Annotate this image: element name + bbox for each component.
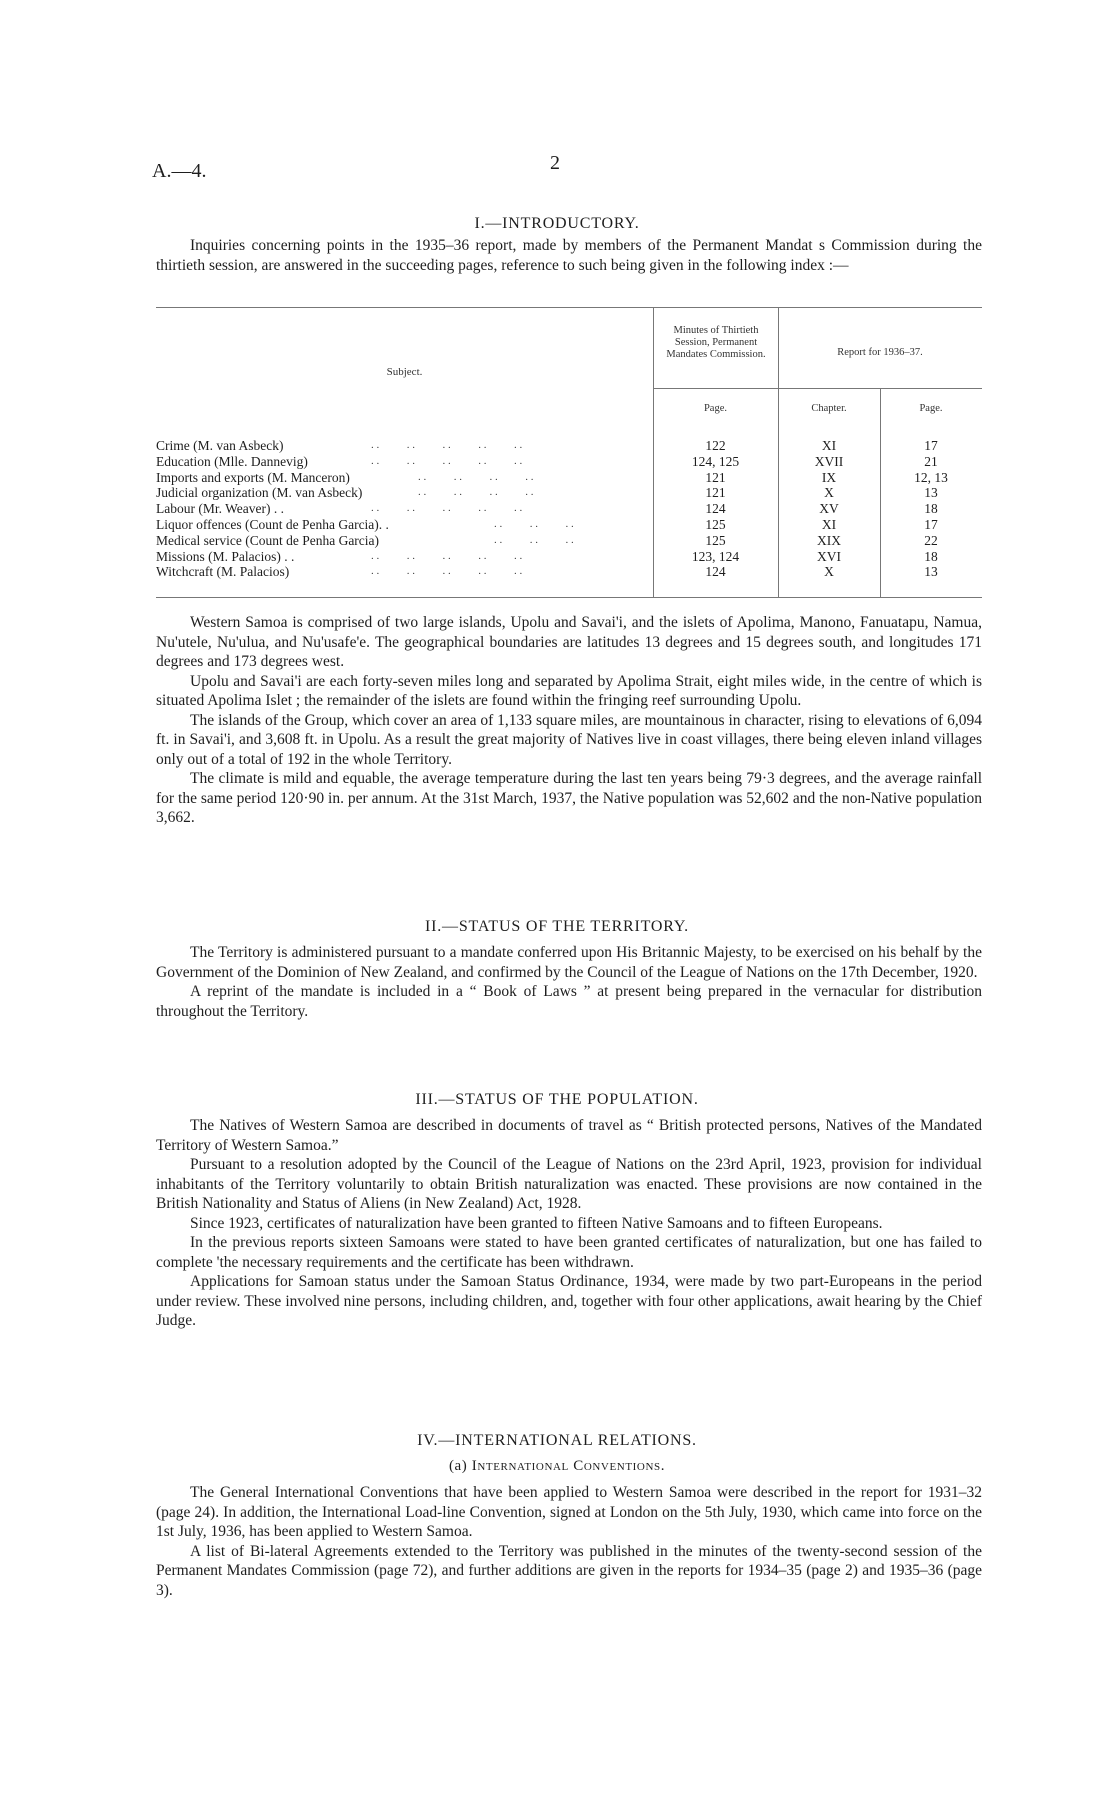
subject-column	[156, 438, 656, 580]
paragraph: Applications for Samoan status under the Samoan Status Ordinance, 1934, were made by two part-Europeans in the period under review. These involved nine persons, including children, and, together with four other applications, await hearing by the Chief Judge.	[156, 1273, 982, 1329]
minutes-page-cell: 122	[705, 438, 726, 453]
subject-cell: Judicial organization (M. van Asbeck)	[156, 485, 363, 501]
international-body	[156, 1483, 982, 1600]
report-page-cell: 21	[924, 453, 938, 469]
chapter-cell: XI	[821, 438, 837, 453]
header-underline	[653, 388, 982, 389]
leader-dots: . . . . . . . . . .	[371, 565, 523, 578]
minutes-page-column	[653, 438, 778, 580]
status-population-body	[156, 1116, 982, 1331]
paragraph: Since 1923, certificates of naturalization have been granted to fifteen Native Samoans and to fifteen Europeans.	[190, 1214, 883, 1232]
subject-cell: Witchcraft (M. Palacios)	[156, 564, 290, 580]
paragraph: Inquiries concerning points in the 1935–36 report, made by members of the Permanent Mandat s Commission during the thirtieth session, are answered in the succeeding pages, reference to such being given in the following index :—	[156, 237, 982, 274]
section-heading-status-population: III.—STATUS OF THE POPULATION.	[415, 1091, 699, 1108]
paragraph: The Territory is administered pursuant to a mandate conferred upon His Britannic Majesty, to be exercised on his behalf by the Government of the Dominion of New Zealand, and confirmed by the Council of the League of Nations on the 17th December, 1920.	[156, 944, 982, 981]
report-page-header: Page.	[919, 403, 943, 414]
paragraph: In the previous reports sixteen Samoans were stated to have been granted certificates of naturalization, but one has failed to complete 'the necessary requirements and the certificate has been withdrawn.	[156, 1234, 982, 1271]
table-row	[156, 517, 656, 533]
page-number: 2	[550, 152, 560, 174]
report-page-cell: 13	[924, 485, 938, 501]
leader-dots: . . . . . . . .	[418, 470, 534, 483]
table-row	[156, 501, 656, 517]
report-page-cell: 22	[924, 532, 938, 548]
paragraph: A list of Bi-lateral Agreements extended to the Territory was published in the minutes of the twenty-second session of the Permanent Mandates Commission (page 72), and further additions are given in the reports for 1934–35 (page 2) and 1935–36 (page 3).	[156, 1542, 982, 1599]
chapter-cell: X	[824, 564, 834, 580]
report-page-column	[880, 438, 982, 580]
chapter-cell: XIX	[817, 532, 841, 548]
table-row	[156, 438, 656, 454]
chapter-cell: XV	[819, 501, 839, 517]
report-page-cell: 18	[924, 548, 938, 564]
subject-cell: Labour (Mr. Weaver) . .	[156, 501, 284, 517]
paragraph: The climate is mild and equable, the average temperature during the last ten years being 79·3 degrees, and the average rainfall for the same period 120·90 in. per annum. At the 31st March, 1937, the Native population was 52,602 and the non-Native population 3,662.	[156, 770, 982, 826]
report-page-cell: 13	[924, 564, 938, 580]
minutes-page-header: Page.	[703, 403, 728, 414]
leader-dots: . . . . . . . . . .	[371, 454, 523, 467]
table-top-rule	[156, 307, 982, 308]
paragraph: Western Samoa is comprised of two large islands, Upolu and Savai'i, and the islets of Apolima, Manono, Fanuatapu, Namua, Nu'utele, Nu'ulua, and Nu'usafe'e. The geographical boundaries are latitudes 13 degrees and 15 degrees south, and longitudes 171 degrees and 173 degrees west.	[156, 614, 982, 670]
chapter-cell: XVII	[814, 453, 844, 469]
paragraph: The General International Conventions that have been applied to Western Samoa were described in the report for 1931–32 (page 24). In addition, the International Load-line Convention, signed at London on the 5th July, 1930, which came into force on the 1st July, 1936, has been applied to Western Samoa.	[156, 1484, 982, 1540]
table-row	[156, 454, 656, 470]
minutes-page-cell: 121	[705, 469, 726, 485]
section-heading-status-territory: II.—STATUS OF THE TERRITORY.	[425, 918, 689, 935]
subheading-prefix: (a)	[448, 1458, 468, 1474]
subheading-international-conventions	[0, 1458, 1114, 1475]
subject-cell: Imports and exports (M. Manceron)	[156, 469, 350, 485]
index-table	[156, 307, 982, 599]
report-page-cell: 17	[924, 438, 938, 453]
chapter-cell: XI	[821, 516, 837, 532]
leader-dots: . . . . . . . . . .	[371, 549, 523, 562]
status-territory-body	[156, 943, 982, 1021]
chapter-cell: IX	[821, 469, 837, 485]
paragraph: A reprint of the mandate is included in a “ Book of Laws ” at present being prepared in the vernacular for distribution throughout the Territory.	[156, 983, 982, 1020]
paragraph: The islands of the Group, which cover an area of 1,133 square miles, are mountainous in character, rising to elevations of 6,094 ft. in Savai'i, and 3,608 ft. in Upolu. As a result the great majority of Natives live in coast villages, there being eleven inland villages only out of a total of 192 in the whole Territory.	[156, 711, 982, 768]
intro-paragraph	[156, 236, 982, 275]
minutes-page-cell: 125	[705, 516, 726, 532]
chapter-header: Chapter.	[811, 403, 847, 414]
minutes-page-cell: 121	[705, 485, 726, 501]
subject-cell: Medical service (Count de Penha Garcia)	[156, 532, 380, 548]
page-ref: A.—4.	[152, 160, 207, 182]
report-page-cell: 17	[924, 516, 938, 532]
subject-cell: Missions (M. Palacios) . .	[156, 548, 295, 564]
section-heading-introductory: I.—INTRODUCTORY.	[474, 215, 640, 232]
subheading-text: International Conventions.	[471, 1458, 666, 1474]
paragraph: Pursuant to a resolution adopted by the Council of the League of Nations on the 23rd April, 1923, provision for individual inhabitants of the Territory voluntarily to obtain British naturalization was enacted. These provisions are now contained in the British Nationality and Status of Aliens (in New Zealand) Act, 1928.	[156, 1156, 982, 1212]
report-page-cell: 18	[924, 501, 938, 517]
table-row	[156, 533, 656, 549]
table-row	[156, 470, 656, 486]
chapter-column	[778, 438, 880, 580]
minutes-page-cell: 124, 125	[691, 453, 740, 469]
section-heading-international: IV.—INTERNATIONAL RELATIONS.	[417, 1432, 697, 1449]
intro-body	[156, 613, 982, 828]
minutes-page-cell: 125	[705, 532, 726, 548]
subject-header: Subject.	[386, 366, 423, 378]
paragraph: Upolu and Savai'i are each forty-seven miles long and separated by Apolima Strait, eight miles wide, in the centre of which is situated Apolima Islet ; the remainder of the islets are found within the fringing reef surrounding Upolu.	[156, 672, 982, 709]
chapter-cell: X	[824, 485, 834, 501]
table-row	[156, 549, 656, 565]
leader-dots: . . . . . . . .	[418, 486, 534, 499]
report-page-cell: 12, 13	[914, 469, 948, 485]
table-row	[156, 485, 656, 501]
leader-dots: . . . . . . . . . .	[371, 439, 523, 451]
chapter-cell: XVI	[817, 548, 841, 564]
leader-dots: . . . . . .	[494, 533, 574, 546]
table-bottom-rule	[156, 597, 982, 598]
subject-cell: Crime (M. van Asbeck)	[156, 438, 284, 453]
minutes-header: Minutes of Thirtieth Session, Permanent Mandates Commission.	[666, 325, 766, 360]
minutes-page-cell: 124	[705, 564, 726, 580]
report-header: Report for 1936–37.	[837, 347, 923, 358]
minutes-page-cell: 123, 124	[691, 548, 740, 564]
leader-dots: . . . . . . . . . .	[371, 502, 523, 515]
leader-dots: . . . . . .	[494, 517, 574, 530]
subject-cell: Education (Mlle. Dannevig)	[156, 453, 308, 469]
minutes-page-cell: 124	[705, 501, 726, 517]
table-row	[156, 564, 656, 580]
subject-cell: Liquor offences (Count de Penha Garcia). .	[156, 516, 389, 532]
paragraph: The Natives of Western Samoa are described in documents of travel as “ British protected persons, Natives of the Mandated Territory of Western Samoa.”	[156, 1117, 982, 1154]
